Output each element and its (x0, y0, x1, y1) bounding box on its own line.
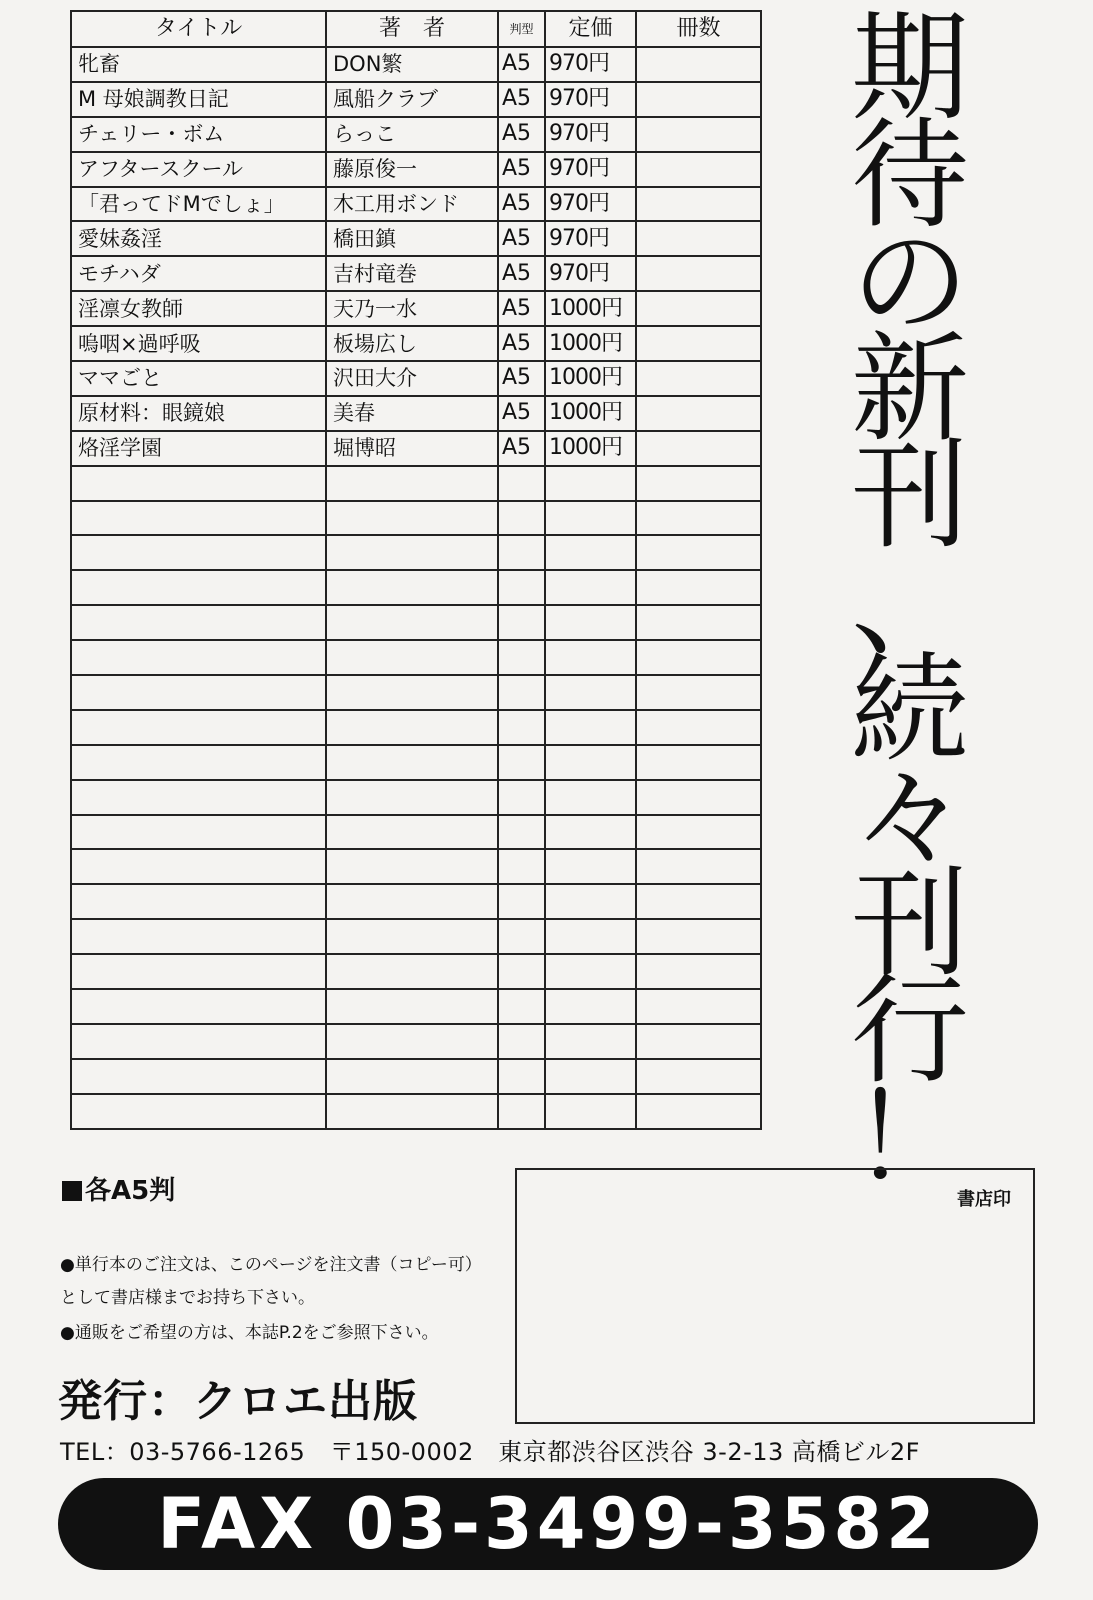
title-cell: 嗚咽×過呼吸 (71, 326, 326, 361)
title-cell (71, 466, 326, 501)
fax-number: FAX 03-3499-3582 (157, 1483, 939, 1565)
author-cell (326, 989, 498, 1024)
size-cell (498, 919, 545, 954)
table-row (71, 396, 761, 431)
quantity-cell (636, 815, 761, 850)
quantity-cell (636, 1024, 761, 1059)
notice-order: ●単行本のご注文は、このページを注文書（コピー可） (60, 1255, 482, 1275)
headline-char: の (850, 213, 969, 351)
size-cell (498, 501, 545, 536)
quantity-cell (636, 849, 761, 884)
quantity-cell (636, 361, 761, 396)
table-row (71, 326, 761, 361)
quantity-cell (636, 47, 761, 82)
price-cell: 970円 (545, 187, 636, 222)
price-cell (545, 675, 636, 710)
size-cell (498, 466, 545, 501)
title-cell (71, 710, 326, 745)
headline-char: ！ (850, 1069, 969, 1207)
author-cell (326, 780, 498, 815)
size-cell (498, 570, 545, 605)
headline-char: 々 (850, 748, 969, 886)
stamp-label: 書店印 (957, 1189, 1011, 1210)
table-row (71, 47, 761, 82)
quantity-cell (636, 710, 761, 745)
author-cell (326, 849, 498, 884)
price-cell (545, 466, 636, 501)
contact-line: TEL：03-5766-1265 〒150-0002 東京都渋谷区渋谷 3-2-13 高橋ビル2F (60, 1438, 920, 1466)
price-cell: 970円 (545, 117, 636, 152)
size-cell (498, 640, 545, 675)
empty-table-row (71, 780, 761, 815)
empty-table-row (71, 745, 761, 780)
quantity-cell (636, 675, 761, 710)
price-cell: 970円 (545, 221, 636, 256)
empty-table-row (71, 675, 761, 710)
author-cell (326, 745, 498, 780)
title-cell: チェリー・ボム (71, 117, 326, 152)
empty-table-row (71, 535, 761, 570)
author-cell: DON繁 (326, 47, 498, 82)
price-cell: 970円 (545, 47, 636, 82)
author-cell (326, 1024, 498, 1059)
empty-table-row (71, 815, 761, 850)
author-cell: 風船クラブ (326, 82, 498, 117)
table-row (71, 361, 761, 396)
size-cell: A5 (498, 256, 545, 291)
quantity-cell (636, 605, 761, 640)
title-cell (71, 501, 326, 536)
headline-char: 刊 (850, 855, 969, 993)
author-cell (326, 570, 498, 605)
quantity-cell (636, 256, 761, 291)
empty-table-row (71, 640, 761, 675)
table-row (71, 82, 761, 117)
size-cell: A5 (498, 82, 545, 117)
empty-table-row (71, 605, 761, 640)
order-table (70, 10, 762, 1130)
quantity-cell (636, 1059, 761, 1094)
size-cell (498, 884, 545, 919)
title-cell: アフタースクール (71, 152, 326, 187)
quantity-cell (636, 919, 761, 954)
author-cell: 板場広し (326, 326, 498, 361)
price-cell (545, 535, 636, 570)
empty-table-row (71, 954, 761, 989)
price-cell (545, 745, 636, 780)
empty-table-row (71, 1024, 761, 1059)
table-header-row (71, 11, 761, 47)
quantity-cell (636, 152, 761, 187)
empty-table-row (71, 710, 761, 745)
size-cell (498, 1094, 545, 1129)
headline-char: 期 (850, 0, 969, 137)
size-cell (498, 605, 545, 640)
price-cell (545, 849, 636, 884)
quantity-cell (636, 1094, 761, 1129)
title-cell (71, 535, 326, 570)
empty-table-row (71, 849, 761, 884)
title-cell: 淫凛女教師 (71, 291, 326, 326)
quantity-cell (636, 431, 761, 466)
title-cell (71, 1059, 326, 1094)
quantity-cell (636, 884, 761, 919)
table-row (71, 187, 761, 222)
title-cell (71, 570, 326, 605)
title-cell: 愛妹姦淫 (71, 221, 326, 256)
quantity-cell (636, 745, 761, 780)
size-cell: A5 (498, 187, 545, 222)
size-cell (498, 745, 545, 780)
empty-table-row (71, 884, 761, 919)
author-cell: 天乃一水 (326, 291, 498, 326)
price-cell (545, 640, 636, 675)
title-cell (71, 605, 326, 640)
headline-char: 行 (850, 962, 969, 1100)
quantity-cell (636, 466, 761, 501)
header-author: 著 者 (326, 11, 498, 47)
price-cell: 970円 (545, 256, 636, 291)
author-cell (326, 640, 498, 675)
price-cell (545, 570, 636, 605)
notice-mail-order: ●通販をご希望の方は、本誌P.2をご参照下さい。 (60, 1323, 439, 1343)
quantity-cell (636, 570, 761, 605)
author-cell (326, 815, 498, 850)
size-cell: A5 (498, 47, 545, 82)
price-cell (545, 710, 636, 745)
author-cell: らっこ (326, 117, 498, 152)
empty-table-row (71, 466, 761, 501)
header-price: 定価 (545, 11, 636, 47)
price-cell (545, 1059, 636, 1094)
title-cell (71, 1024, 326, 1059)
empty-table-row (71, 1059, 761, 1094)
size-cell: A5 (498, 396, 545, 431)
header-quantity: 冊数 (636, 11, 761, 47)
author-cell: 橋田鎮 (326, 221, 498, 256)
size-cell: A5 (498, 361, 545, 396)
table-row (71, 256, 761, 291)
title-cell (71, 815, 326, 850)
price-cell: 1000円 (545, 361, 636, 396)
quantity-cell (636, 989, 761, 1024)
empty-table-row (71, 919, 761, 954)
price-cell: 970円 (545, 152, 636, 187)
quantity-cell (636, 117, 761, 152)
title-cell: ママごと (71, 361, 326, 396)
author-cell: 吉村竜巻 (326, 256, 498, 291)
title-cell (71, 745, 326, 780)
title-cell (71, 919, 326, 954)
quantity-cell (636, 187, 761, 222)
title-cell (71, 1094, 326, 1129)
size-cell (498, 710, 545, 745)
author-cell (326, 535, 498, 570)
author-cell: 美春 (326, 396, 498, 431)
size-cell: A5 (498, 326, 545, 361)
empty-table-row (71, 501, 761, 536)
author-cell (326, 675, 498, 710)
title-cell: 牝畜 (71, 47, 326, 82)
author-cell (326, 919, 498, 954)
table-row (71, 117, 761, 152)
quantity-cell (636, 326, 761, 361)
price-cell (545, 884, 636, 919)
size-cell: A5 (498, 221, 545, 256)
headline-char: 刊 (850, 427, 969, 565)
headline-char: 続 (850, 641, 969, 779)
price-cell (545, 1094, 636, 1129)
size-cell (498, 849, 545, 884)
size-note (62, 1170, 175, 1207)
author-cell (326, 710, 498, 745)
price-cell: 1000円 (545, 396, 636, 431)
square-bullet-icon (62, 1181, 82, 1201)
quantity-cell (636, 780, 761, 815)
price-cell (545, 815, 636, 850)
size-cell: A5 (498, 117, 545, 152)
order-table-body (71, 47, 761, 1129)
table-row (71, 221, 761, 256)
size-cell (498, 535, 545, 570)
quantity-cell (636, 535, 761, 570)
price-cell (545, 989, 636, 1024)
size-cell: A5 (498, 431, 545, 466)
headline-char: 待 (850, 106, 969, 244)
fax-bar (58, 1478, 1038, 1570)
quantity-cell (636, 396, 761, 431)
price-cell: 970円 (545, 82, 636, 117)
author-cell (326, 466, 498, 501)
price-cell (545, 919, 636, 954)
title-cell: 烙淫学園 (71, 431, 326, 466)
title-cell (71, 989, 326, 1024)
size-cell (498, 1024, 545, 1059)
quantity-cell (636, 221, 761, 256)
author-cell: 藤原俊一 (326, 152, 498, 187)
notice-order-cont: として書店様までお持ち下さい。 (60, 1288, 315, 1308)
empty-table-row (71, 989, 761, 1024)
author-cell: 木工用ボンド (326, 187, 498, 222)
quantity-cell (636, 954, 761, 989)
title-cell: 原材料：眼鏡娘 (71, 396, 326, 431)
table-row (71, 291, 761, 326)
author-cell (326, 501, 498, 536)
quantity-cell (636, 291, 761, 326)
author-cell (326, 1094, 498, 1129)
size-cell: A5 (498, 291, 545, 326)
price-cell (545, 1024, 636, 1059)
title-cell (71, 675, 326, 710)
quantity-cell (636, 501, 761, 536)
price-cell (545, 954, 636, 989)
size-cell (498, 780, 545, 815)
size-cell (498, 675, 545, 710)
price-cell (545, 605, 636, 640)
price-cell: 1000円 (545, 326, 636, 361)
table-row (71, 431, 761, 466)
size-cell (498, 954, 545, 989)
size-cell (498, 815, 545, 850)
headline-char: 新 (850, 320, 969, 458)
quantity-cell (636, 640, 761, 675)
size-cell: A5 (498, 152, 545, 187)
author-cell (326, 1059, 498, 1094)
bookstore-stamp-box (515, 1168, 1035, 1424)
size-note-text: 各A5判 (85, 1176, 176, 1206)
quantity-cell (636, 82, 761, 117)
price-cell: 1000円 (545, 431, 636, 466)
size-cell (498, 989, 545, 1024)
title-cell: 「君ってドMでしょ」 (71, 187, 326, 222)
table-row (71, 152, 761, 187)
title-cell (71, 780, 326, 815)
empty-table-row (71, 570, 761, 605)
title-cell (71, 640, 326, 675)
size-cell (498, 1059, 545, 1094)
title-cell: モチハダ (71, 256, 326, 291)
title-cell: M 母娘調教日記 (71, 82, 326, 117)
author-cell: 堀博昭 (326, 431, 498, 466)
title-cell (71, 849, 326, 884)
publisher: 発行：クロエ出版 (58, 1376, 418, 1427)
price-cell (545, 501, 636, 536)
price-cell: 1000円 (545, 291, 636, 326)
author-cell (326, 605, 498, 640)
price-cell (545, 780, 636, 815)
headline-char: 、 (850, 534, 969, 672)
title-cell (71, 954, 326, 989)
header-title: タイトル (71, 11, 326, 47)
title-cell (71, 884, 326, 919)
author-cell: 沢田大介 (326, 361, 498, 396)
author-cell (326, 884, 498, 919)
header-size: 判型 (498, 11, 545, 47)
empty-table-row (71, 1094, 761, 1129)
author-cell (326, 954, 498, 989)
